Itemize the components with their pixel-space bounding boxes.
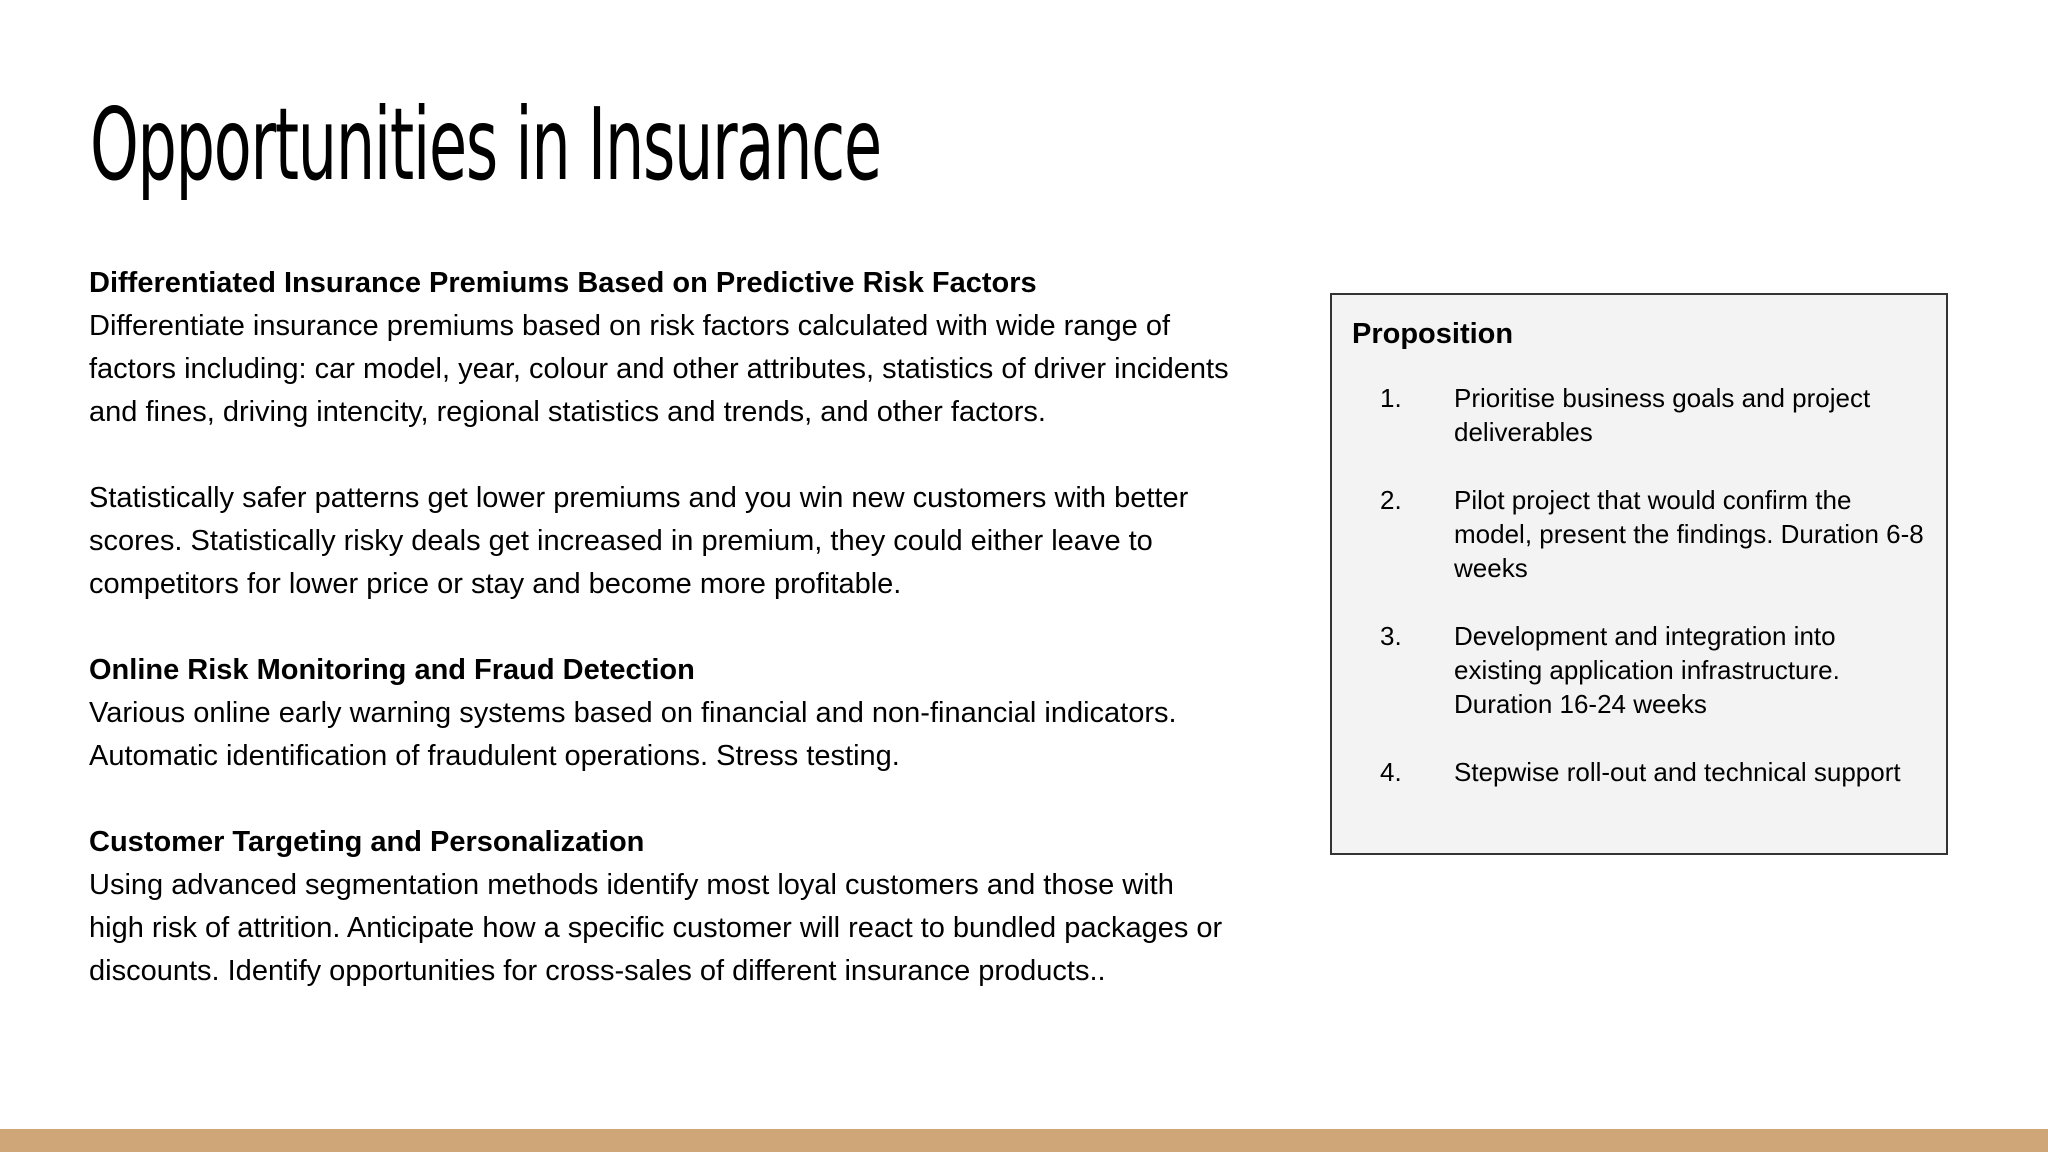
proposition-box — [1330, 293, 1948, 855]
section-paragraph: Various online early warning systems based on financial and non-financial indicators. Automatic identification of fraudulent operations. Stress testing. — [89, 697, 1177, 772]
proposition-item — [1352, 619, 1926, 721]
section-risk-monitoring — [89, 649, 1229, 778]
proposition-heading: Proposition — [1352, 318, 1514, 350]
slide-title: Opportunities in Insurance — [90, 86, 881, 203]
proposition-item-number: 3. — [1380, 621, 1402, 651]
proposition-item-number: 1. — [1380, 383, 1402, 413]
proposition-item — [1352, 483, 1926, 585]
section-paragraph: Statistically safer patterns get lower premiums and you win new customers with better scores. Statistically risky deals get increased in premium, they could either leave to competitors for lower price or stay and become more profitable. — [89, 482, 1189, 600]
section-paragraph: Using advanced segmentation methods identify most loyal customers and those with high risk of attrition. Anticipate how a specific customer will react to bundled packages or discounts. Identify opportunities for cross-sales of different insurance products.. — [89, 869, 1223, 987]
section-customer-targeting — [89, 821, 1229, 993]
proposition-item-text: Pilot project that would confirm the model, present the findings. Duration 6-8 weeks — [1454, 485, 1924, 583]
opportunities-content — [89, 262, 1229, 993]
section-heading: Online Risk Monitoring and Fraud Detection — [89, 654, 695, 686]
proposition-item-text: Stepwise roll-out and technical support — [1454, 757, 1901, 787]
section-paragraph: Differentiate insurance premiums based on risk factors calculated with wide range of factors including: car model, year, colour and other attributes, statistics of driver incidents and fines, driving intencity, regional statistics and trends, and other factors. — [89, 310, 1229, 428]
section-heading: Differentiated Insurance Premiums Based on Predictive Risk Factors — [89, 267, 1037, 299]
proposition-item-text: Prioritise business goals and project deliverables — [1454, 383, 1871, 447]
proposition-item — [1352, 381, 1926, 449]
proposition-item-number: 2. — [1380, 485, 1402, 515]
section-differentiated-premiums — [89, 262, 1229, 606]
section-heading: Customer Targeting and Personalization — [89, 826, 645, 858]
proposition-item — [1352, 755, 1926, 789]
proposition-list — [1352, 381, 1926, 789]
proposition-item-text: Development and integration into existing application infrastructure. Duration 16-24 weeks — [1454, 621, 1840, 719]
proposition-item-number: 4. — [1380, 757, 1402, 787]
footer-accent-bar — [0, 1129, 2048, 1152]
